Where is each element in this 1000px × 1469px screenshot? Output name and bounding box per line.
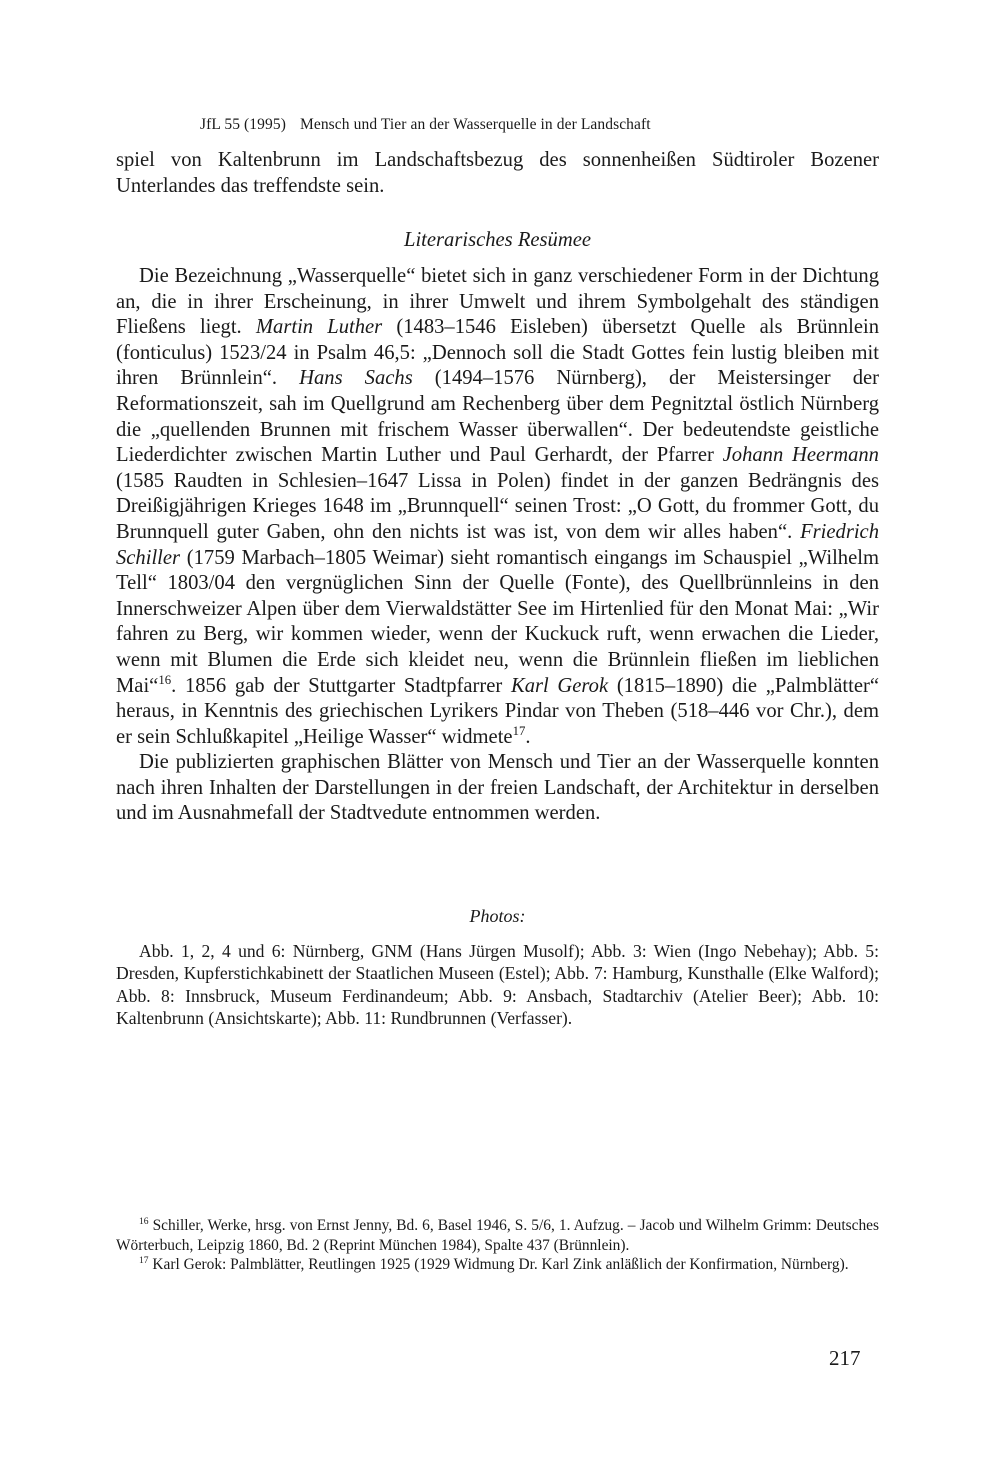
author-name-sachs: Hans Sachs: [299, 367, 413, 390]
footnote-17: [116, 1255, 879, 1275]
text-run: . 1856 gab der Stuttgarter Stadtpfarrer: [171, 674, 511, 697]
text-run: (1494–1576 Nürnberg), der Meistersinger der Reformationszeit, sah im Quellgrund am Rechenberg über dem Pegnitztal östlich Nürnberg die „quellenden Brunnen mit frischem Wasser überwallen“. Der bedeutendste geistliche Liederdichter zwischen Martin Luther und Paul Gerhardt, der Pfarrer: [116, 367, 880, 467]
body-text: [116, 264, 879, 827]
footnote-text: Karl Gerok: Palmblätter, Reutlingen 1925 (1929 Widmung Dr. Karl Zink anläßlich der Konfirmation, Nürnberg).: [152, 1256, 849, 1274]
journal-reference: JfL 55 (1995): [200, 116, 286, 133]
text-run: Die Bezeichnung „Wasserquelle“ bietet sich in ganz verschiedener Form in der Dichtung an, die in ihrer Erscheinung, in ihrer Umwelt und ihrem Symbolgehalt des ständigen Fließens liegt.: [116, 265, 879, 339]
section-heading: Literarisches Resümee: [403, 229, 592, 251]
footnote-number: 17: [139, 1255, 149, 1267]
running-title: Mensch und Tier an der Wasserquelle in der Landschaft: [299, 116, 651, 133]
footnote-ref-16[interactable]: 16: [158, 672, 172, 687]
text-run: .: [525, 725, 531, 748]
intro-paragraph: spiel von Kaltenbrunn im Landschaftsbezug des sonnenheißen Südtiroler Bozener Unterlandes das treffendste sein.: [116, 149, 879, 197]
text-run: (1815–1890) die „Palmblätter“ heraus, in Kenntnis des griechischen Lyrikers Pindar von Theben (518–446 vor Chr.), dem er sein Schlußkapitel „Heilige Wasser“ widmete: [116, 674, 879, 748]
photos-credits: [116, 940, 879, 1030]
footnotes: [116, 1216, 879, 1275]
author-name-luther: Martin Luther: [255, 316, 383, 339]
footnote-16: [116, 1216, 879, 1255]
author-name-schiller: Friedrich Schiller: [116, 520, 879, 569]
intro-text: [116, 148, 879, 199]
text-run: (1585 Raudten in Schlesien–1647 Lissa in Polen) findet in der ganzen Bedrängnis des Dreißigjährigen Krieges 1648 im „Brunnquell“ seinen Trost: „O Gott, du frommer Gott, du Brunnquell guter Gaben, ohn den nichts ist was ist, von dem wir alles haben“.: [116, 469, 879, 543]
text-run: (1483–1546 Eisleben) übersetzt Quelle als Brünnlein (fonticulus) 1523/24 in Psalm 46,5: „Dennoch soll die Stadt Gottes fein lustig bleiben mit ihren Brünnlein“.: [116, 316, 880, 390]
text-run: (1759 Marbach–1805 Weimar) sieht romantisch eingangs im Schauspiel „Wilhelm Tell“ 1803/04 den vergnüglichen Sinn der Quelle (Fonte), des Quellbrünnleins in den Innerschweizer Alpen über dem Vierwaldstätter See im Hirtenlied für den Monat Mai: „Wir fahren zu Berg, wir kommen wieder, wenn der Kuckuck ruft, wenn erwachen die Lieder, wenn mit Blumen die Erde sich kleidet neu, wenn die Brünnlein fließen im lieblichen Mai“: [116, 546, 879, 697]
footnote-number: 16: [139, 1215, 149, 1227]
body-paragraph-1: [116, 264, 879, 750]
author-name-heermann: Johann Heermann: [722, 444, 879, 467]
footnote-ref-17[interactable]: 17: [512, 723, 526, 738]
footnote-text: Schiller, Werke, hrsg. von Ernst Jenny, Bd. 6, Basel 1946, S. 5/6, 1. Aufzug. – Jacob und Wilhelm Grimm: Deutsches Wörterbuch, Leipzig 1860, Bd. 2 (Reprint München 1984), Spalte 437 (Brünnlein).: [116, 1217, 879, 1254]
author-name-gerok: Karl Gerok: [510, 674, 609, 697]
page-number: 217: [829, 1346, 861, 1370]
body-paragraph-2: Die publizierten graphischen Blätter von Mensch und Tier an der Wasserquelle konnten nach ihren Inhalten der Darstellungen in der freien Landschaft, der Architektur in derselben und im Ausnahmefall der Stadtvedute entnommen werden.: [116, 751, 879, 825]
running-head: [200, 116, 800, 134]
photos-credits-text: Abb. 1, 2, 4 und 6: Nürnberg, GNM (Hans Jürgen Musolf); Abb. 3: Wien (Ingo Nebehay); Abb. 5: Dresden, Kupferstichkabinett der Staatlichen Museen (Estel); Abb. 7: Hamburg, Kunsthalle (Elke Walford); Abb. 8: Innsbruck, Museum Ferdinandeum; Abb. 9: Ansbach, Stadtarchiv (Atelier Beer); Abb. 10: Kaltenbrunn (Ansichtskarte); Abb. 11: Rundbrunnen (Verfasser).: [116, 941, 879, 1029]
photos-heading: Photos:: [469, 906, 526, 926]
